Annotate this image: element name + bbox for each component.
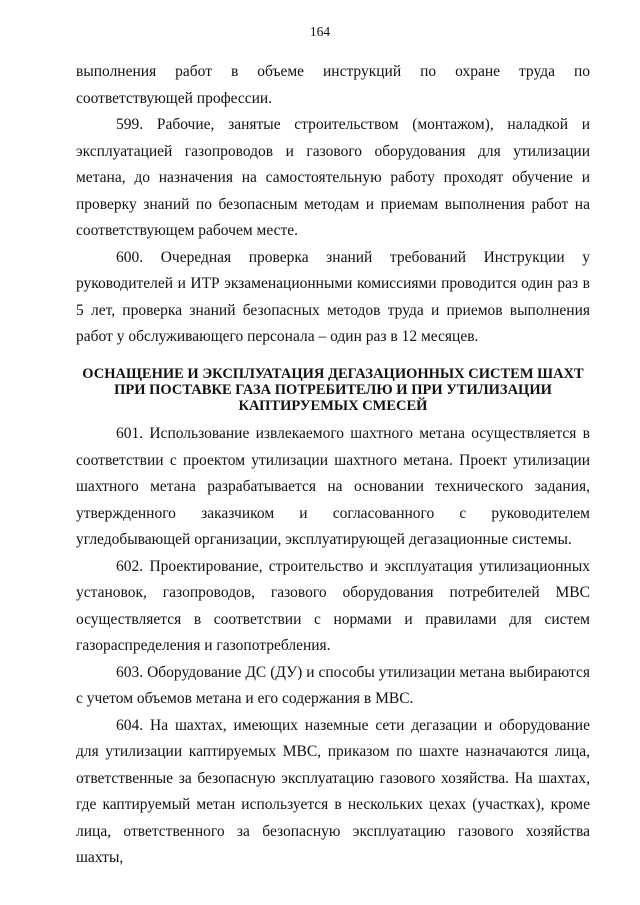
paragraph-599: 599. Рабочие, занятые строительством (монтажом), наладкой и эксплуатацией газопроводов и газового оборудования для утилизации метана, до назначения на самостоятельную работу проходят обучение и проверку знаний по безопасным методам и приемам выполнения работ на соответствующем рабочем месте. <box>76 116 590 239</box>
paragraph-continuation: выполнения работ в объеме инструкций по охране труда по соответствующей профессии. <box>76 63 590 107</box>
paragraph-600: 600. Очередная проверка знаний требований Инструкции у руководителей и ИТР экзаменационными комиссиями проводится один раз в 5 лет, проверка знаний безопасных методов труда и приемов выполнения работ у обслуживающего персонала – один раз в 12 месяцев. <box>76 248 590 345</box>
paragraph-604: 604. На шахтах, имеющих наземные сети дегазации и оборудование для утилизации каптируемых МВС, приказом по шахте назначаются лица, ответственные за безопасную эксплуатацию газового хозяйства. На шахтах, где каптируемый метан используется в нескольких цехах (участках), кроме лица, ответственного за безопасную эксплуатацию газового хозяйства шахты, <box>76 716 590 866</box>
paragraph-603: 603. Оборудование ДС (ДУ) и способы утилизации метана выбираются с учетом объемов метана и его содержания в МВС. <box>76 663 590 707</box>
paragraph-602: 602. Проектирование, строительство и эксплуатация утилизационных установок, газопроводов, газового оборудования потребителей МВС осуществляется в соответствии с нормами и правилами для систем газораспределения и газопотребления. <box>76 557 590 654</box>
text-block-top <box>76 59 590 351</box>
paragraph-601: 601. Использование извлекаемого шахтного метана осуществляется в соответствии с проектом утилизации шахтного метана. Проект утилизации шахтного метана разрабатывается на основании технического задания, утвержденного заказчиком и согласованного с руководителем угледобывающей организации, эксплуатирующей дегазационные системы. <box>76 425 590 548</box>
section-heading: ОСНАЩЕНИЕ И ЭКСПЛУАТАЦИЯ ДЕГАЗАЦИОННЫХ СИСТЕМ ШАХТ ПРИ ПОСТАВКЕ ГАЗА ПОТРЕБИТЕЛЮ И ПРИ УТИЛИЗАЦИИ КАПТИРУЕМЫХ СМЕСЕЙ <box>82 366 584 414</box>
page-number: 164 <box>309 24 331 39</box>
text-block-bottom <box>76 421 590 872</box>
